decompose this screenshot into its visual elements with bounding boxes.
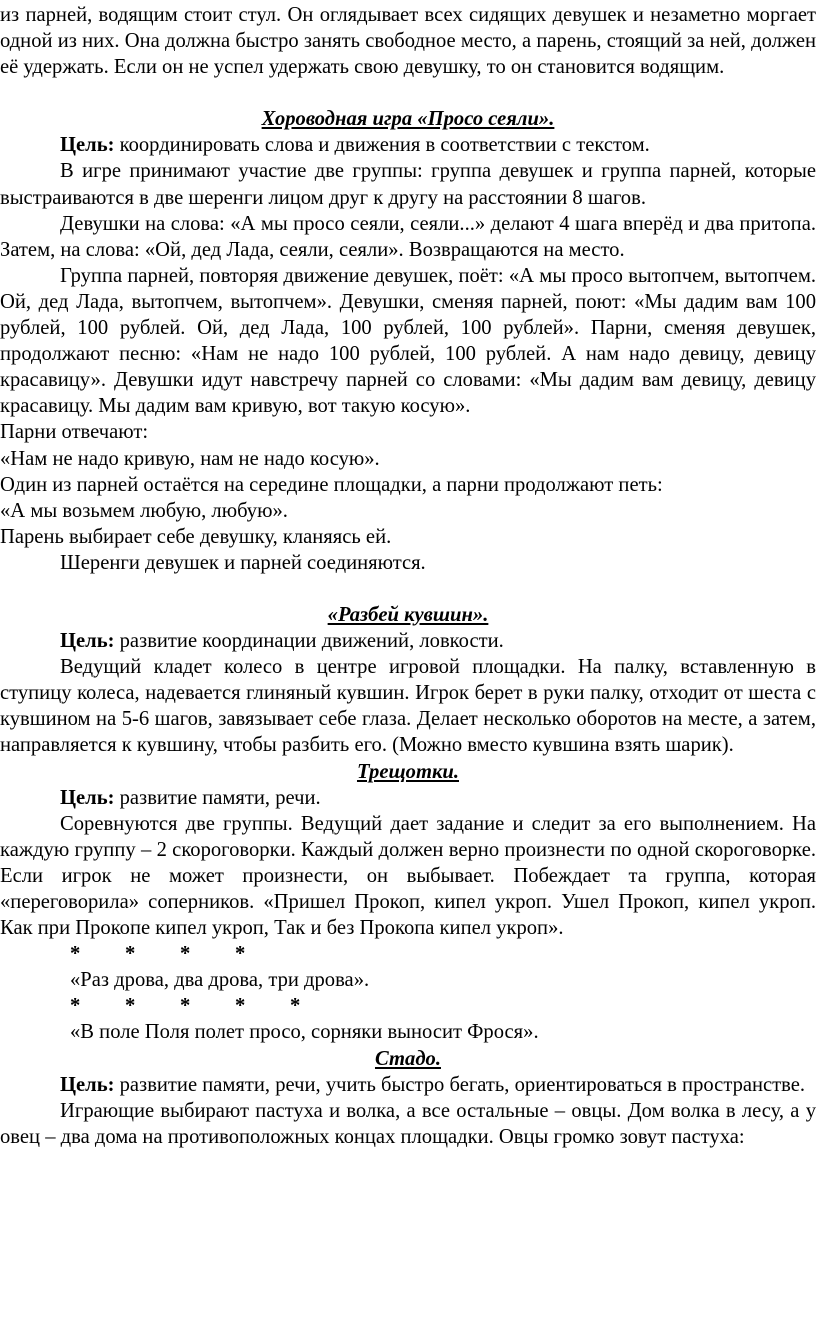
paragraph: Играющие выбирают пастуха и волка, а все остальные – овцы. Дом волка в лесу, а у овец – два дома на противоположных концах площадки. Овцы громко зовут пастуха: [0,1099,816,1148]
intro-paragraph: из парней, водящим стоит стул. Он оглядывает всех сидящих девушек и незаметно моргает одной из них. Она должна быстро занять свободное место, а парень, стоящий за ней, должен её удержать. Если он не успел удержать свою девушку, то он становится водящим. [0,4,816,79]
section-title-proso: Хороводная игра «Просо сеяли». [261,108,555,131]
tongue-twister: «В поле Поля полет просо, сорняки выносит Фрося». [70,1021,539,1044]
goal-line [0,785,816,811]
goal-label: Цель: [60,786,115,809]
paragraph: В игре принимают участие две группы: группа девушек и группа парней, которые выстраиваются в две шеренги лицом друг к другу на расстоянии 8 шагов. [0,160,816,209]
goal-label: Цель: [60,1073,115,1096]
goal-label: Цель: [60,134,115,157]
tongue-twister: «Раз дрова, два дрова, три дрова». [70,969,370,992]
paragraph: Ведущий кладет колесо в центре игровой площадки. На палку, вставленную в ступицу колеса, надевается глиняный кувшин. Игрок берет в руки палку, отходит от шеста с кувшином на 5-6 шагов, завязывает себе глаза. Делает несколько оборотов на месте, а затем, направляется к кувшину, чтобы разбить его. (Можно вместо кувшина взять шарик). [0,656,816,757]
paragraph: Девушки на слова: «А мы просо сеяли, сеяли...» делают 4 шага вперёд и два притопа. Затем, на слова: «Ой, дед Лада, сеяли, сеяли». Возвращаются на место. [0,212,816,261]
text-line: Парень выбирает себе девушку, кланяясь ей. [0,525,392,548]
goal-label: Цель: [60,630,115,653]
section-title-treshchotki: Трещотки. [356,760,459,783]
paragraph: Соревнуются две группы. Ведущий дает задание и следит за его выполнением. На каждую группу – 2 скороговорки. Каждый должен верно произнести по одной скороговорке. Если игрок не может произнести, он выбывает. Побеждает та группа, которая «переговорила» соперников. «Пришел Прокоп, кипел укроп. Ушел Прокоп, кипел укроп. Как при Прокопе кипел укроп, Так и без Прокопа кипел укроп». [0,812,816,940]
goal-line [0,628,816,654]
section-title-kuvshin: «Разбей кувшин». [327,603,489,626]
text-line: Один из парней остаётся на середине площадки, а парни продолжают петь: [0,473,663,496]
spacer [0,80,816,106]
goal-text: развитие памяти, речи, учить быстро бегать, ориентироваться в пространстве. [114,1073,806,1096]
paragraph: Шеренги девушек и парней соединяются. [60,551,426,574]
goal-text: развитие памяти, речи. [114,786,321,809]
goal-text: развитие координации движений, ловкости. [114,630,504,653]
separator-stars: * * * * [70,943,246,966]
text-line: «Нам не надо кривую, нам не надо косую». [0,447,380,470]
goal-line [0,1072,816,1098]
section-title-stado: Стадо. [374,1047,441,1070]
paragraph: Группа парней, повторяя движение девушек, поёт: «А мы просо вытопчем, вытопчем. Ой, дед Лада, вытопчем, вытопчем». Девушки, сменяя парней, поют: «Мы дадим вам 100 рублей, 100 рублей. Ой, дед Лада, 100 рублей, 100 рублей». Парни, сменяя девушек, продолжают песню: «Нам не надо 100 рублей, 100 рублей. А нам надо девицу, девицу красавицу». Девушки идут навстречу парней со словами: «Мы дадим вам девицу, девицу красавицу. Мы дадим вам кривую, вот такую косую». [0,264,816,418]
spacer [0,576,816,602]
text-line: «А мы возьмем любую, любую». [0,499,288,522]
text-line: Парни отвечают: [0,421,149,444]
goal-text: координировать слова и движения в соответствии с текстом. [114,134,650,157]
separator-stars: * * * * * [70,995,301,1018]
goal-line [0,132,816,158]
